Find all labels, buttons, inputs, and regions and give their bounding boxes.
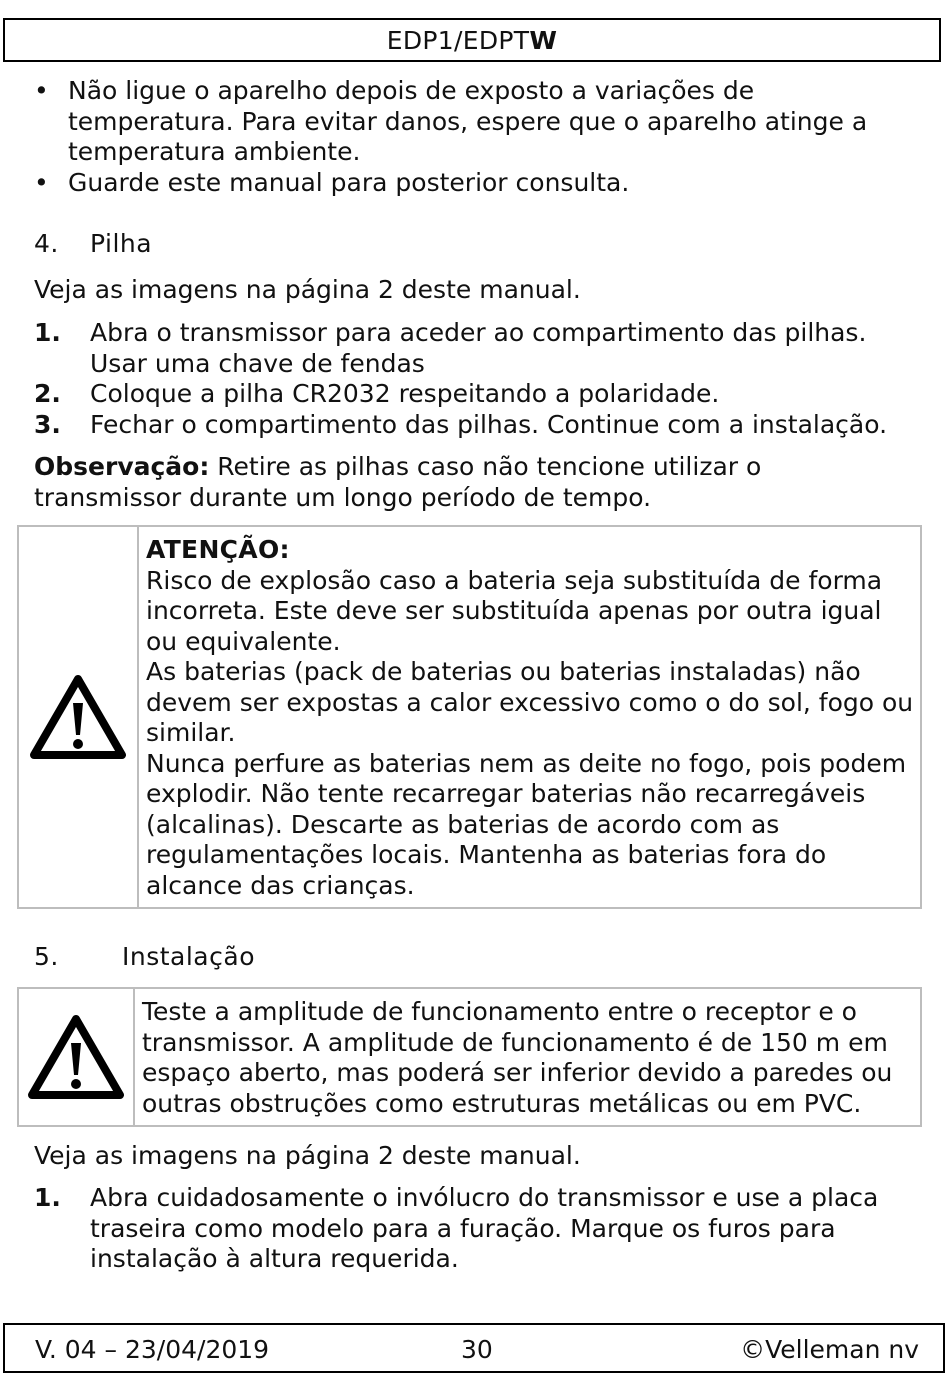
warning-icon-cell bbox=[19, 989, 135, 1125]
warning-icon-cell bbox=[19, 527, 139, 907]
battery-steps bbox=[34, 318, 914, 440]
warning-text: Teste a amplitude de funcionamento entre o receptor e o transmissor. A amplitude de funcionamento é de 150 m em espaço aberto, mas poderá ser inferior devido a paredes ou outras obstruções como estruturas metálicas ou em PVC. bbox=[142, 997, 893, 1118]
warning-paragraph: Risco de explosão caso a bateria seja substituída de forma incorreta. Este deve ser substituída apenas por outra igual ou equivalente. bbox=[146, 565, 883, 656]
version-date: V. 04 – 23/04/2019 bbox=[35, 1335, 270, 1364]
warning-paragraph: Nunca perfure as baterias nem as deite no fogo, pois podem explodir. Não tente recarregar baterias não recarregáveis (alcalinas). Descarte as baterias de acordo com as regulamentações locais. Mantenha as baterias fora do alcance das crianças. bbox=[146, 748, 907, 900]
warning-caption: ATENÇÃO: bbox=[146, 535, 290, 564]
step-number: 2. bbox=[34, 379, 61, 408]
model-suffix: W bbox=[529, 25, 558, 55]
list-item: 3. Fechar o compartimento das pilhas. Continue com a instalação. bbox=[34, 409, 888, 439]
bullet-icon: • bbox=[34, 76, 49, 105]
installation-warning-box bbox=[17, 987, 922, 1127]
warning-text bbox=[139, 527, 920, 907]
note-text: Retire as pilhas caso não tencione utilizar o transmissor durante um longo período de tempo. bbox=[34, 452, 762, 512]
model-name: EDP1/EDPT bbox=[386, 25, 530, 55]
section-title: Pilha bbox=[90, 229, 153, 258]
note-label: Observação: bbox=[34, 452, 210, 481]
battery-note bbox=[34, 452, 914, 513]
list-item: 2. Coloque a pilha CR2032 respeitando a polaridade. bbox=[34, 379, 720, 408]
list-item: • Guarde este manual para posterior consulta. bbox=[34, 167, 630, 197]
warning-paragraph: As baterias (pack de baterias ou baterias instaladas) não devem ser expostas a calor excessivo como o do sol, fogo ou similar. bbox=[146, 657, 914, 747]
battery-warning-box bbox=[17, 525, 922, 909]
section-number: 5. bbox=[34, 942, 59, 971]
step-number: 1. bbox=[34, 1183, 61, 1212]
battery-intro: Veja as imagens na página 2 deste manual. bbox=[34, 275, 581, 304]
installation-steps bbox=[34, 1183, 914, 1275]
section-title: Instalação bbox=[122, 942, 255, 971]
precaution-list bbox=[34, 76, 914, 198]
copyright: ©Velleman nv bbox=[740, 1335, 919, 1364]
bullet-icon: • bbox=[34, 167, 49, 197]
section-heading-battery bbox=[34, 229, 152, 259]
page-footer bbox=[3, 1323, 945, 1373]
page-header bbox=[3, 18, 941, 62]
list-item: 1. Abra cuidadosamente o invólucro do transmissor e use a placa traseira como modelo para a furação. Marque os furos para instalação à altura requerida. bbox=[34, 1183, 879, 1273]
step-number: 3. bbox=[34, 409, 61, 439]
section-heading-installation bbox=[34, 942, 255, 972]
step-number: 1. bbox=[34, 318, 61, 347]
warning-triangle-icon bbox=[29, 673, 127, 761]
section-number: 4. bbox=[34, 229, 59, 258]
list-item: 1. Abra o transmissor para aceder ao compartimento das pilhas. Usar uma chave de fendas bbox=[34, 318, 867, 378]
installation-intro: Veja as imagens na página 2 deste manual. bbox=[34, 1141, 581, 1170]
list-item: • Não ligue o aparelho depois de exposto a variações de temperatura. Para evitar danos, espere que o aparelho atinge a temperatura ambiente. bbox=[34, 76, 868, 166]
warning-triangle-icon bbox=[27, 1013, 125, 1101]
page-number: 30 bbox=[461, 1335, 493, 1364]
